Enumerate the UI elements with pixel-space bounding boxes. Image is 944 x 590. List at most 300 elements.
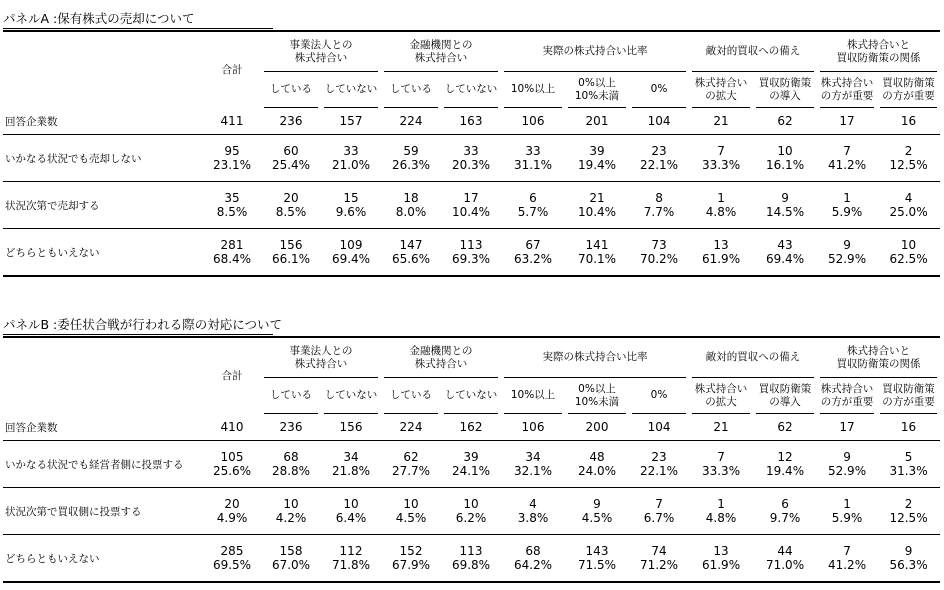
percent-value: 69.3% (451, 252, 491, 266)
group-header-line: 事業法人との (289, 38, 353, 51)
sub-header (689, 378, 753, 414)
percent-value: 8.0% (395, 205, 427, 219)
percent-value: 19.4% (577, 158, 617, 172)
data-cell (441, 488, 501, 535)
percent-value: 32.1% (513, 464, 553, 478)
data-cell (753, 488, 817, 535)
data-cell (441, 535, 501, 583)
data-cell (689, 488, 753, 535)
sub-header (261, 378, 321, 414)
percent-value: 71.0% (765, 558, 805, 572)
sub-header-line: 0% (650, 389, 668, 401)
count-value: 285 (220, 544, 244, 558)
count-cell: 236 (261, 414, 321, 441)
count-cell: 21 (689, 414, 753, 441)
data-cell (753, 441, 817, 488)
count-row (3, 108, 940, 135)
count-row (3, 414, 940, 441)
percent-value: 66.1% (271, 252, 311, 266)
table-row (3, 441, 940, 488)
total-header: 合計 (203, 337, 261, 414)
data-cell (565, 441, 629, 488)
percent-value: 56.3% (889, 558, 928, 572)
sub-header-line: 10%以上 (510, 389, 556, 401)
data-cell (565, 535, 629, 583)
data-cell (877, 535, 940, 583)
percent-value: 12.5% (889, 511, 928, 525)
percent-value: 71.5% (577, 558, 617, 572)
count-value: 8 (655, 191, 663, 205)
count-row-label: 回答企業数 (3, 108, 203, 135)
count-value: 281 (220, 238, 244, 252)
count-value: 48 (589, 450, 605, 464)
sub-header-line: 株式持合い (694, 76, 748, 89)
percent-value: 31.3% (889, 464, 928, 478)
percent-value: 65.6% (391, 252, 431, 266)
percent-value: 9.7% (769, 511, 801, 525)
percent-value: 5.9% (831, 511, 863, 525)
sub-header-line: の方が重要 (820, 89, 874, 102)
data-cell (441, 135, 501, 182)
count-cell: 201 (565, 108, 629, 135)
row-label: どちらともいえない (3, 535, 203, 583)
count-value: 34 (525, 450, 541, 464)
count-value: 9 (781, 191, 789, 205)
percent-value: 26.3% (391, 158, 431, 172)
count-value: 143 (585, 544, 609, 558)
group-header-line: 実際の株式持合い比率 (542, 351, 648, 363)
row-label: いかなる状況でも売却しない (3, 135, 203, 182)
count-value: 13 (713, 238, 729, 252)
count-value: 15 (343, 191, 359, 205)
data-cell (753, 229, 817, 277)
data-cell (817, 535, 877, 583)
group-header-line: 株式持合い (294, 51, 348, 64)
count-value: 23 (651, 144, 667, 158)
sub-header (689, 72, 753, 108)
data-cell (261, 488, 321, 535)
sub-header-line: 0%以上 (578, 76, 616, 89)
data-cell (261, 441, 321, 488)
count-value: 152 (399, 544, 423, 558)
sub-header (501, 72, 565, 108)
sub-header-line: の方が重要 (882, 395, 935, 408)
percent-value: 21.0% (331, 158, 371, 172)
sub-header-line: 0% (650, 83, 668, 95)
sub-header (753, 72, 817, 108)
panel-title: パネルB :委任状合戦が行われる際の対応について (3, 316, 273, 335)
percent-value: 6.2% (455, 511, 487, 525)
data-cell (565, 182, 629, 229)
data-cell (203, 229, 261, 277)
sub-header-line: していない (324, 83, 378, 95)
data-cell (877, 182, 940, 229)
data-cell (877, 229, 940, 277)
percent-value: 31.1% (513, 158, 553, 172)
count-row-label: 回答企業数 (3, 414, 203, 441)
count-cell: 62 (753, 108, 817, 135)
sub-header (441, 72, 501, 108)
percent-value: 71.2% (639, 558, 679, 572)
data-cell (629, 535, 689, 583)
count-value: 59 (403, 144, 419, 158)
data-cell (629, 229, 689, 277)
percent-value: 12.5% (889, 158, 928, 172)
percent-value: 5.9% (831, 205, 863, 219)
group-header-line: 買収防衛策の関係 (836, 357, 921, 370)
count-value: 13 (713, 544, 729, 558)
count-cell: 106 (501, 108, 565, 135)
count-cell: 62 (753, 414, 817, 441)
sub-header-line: の方が重要 (882, 89, 935, 102)
percent-value: 69.4% (765, 252, 805, 266)
count-value: 1 (843, 191, 851, 205)
percent-value: 6.4% (335, 511, 367, 525)
data-cell (689, 229, 753, 277)
table-row (3, 229, 940, 277)
data-cell (817, 441, 877, 488)
count-value: 9 (843, 238, 851, 252)
data-cell (629, 488, 689, 535)
row-label: どちらともいえない (3, 229, 203, 277)
data-cell (501, 182, 565, 229)
sub-header (261, 72, 321, 108)
count-value: 9 (593, 497, 601, 511)
count-value: 10 (777, 144, 793, 158)
percent-value: 25.0% (889, 205, 928, 219)
count-value: 147 (399, 238, 423, 252)
data-cell (261, 535, 321, 583)
count-cell: 200 (565, 414, 629, 441)
sub-header (321, 378, 381, 414)
count-value: 74 (651, 544, 667, 558)
percent-value: 52.9% (827, 252, 867, 266)
percent-value: 69.5% (212, 558, 252, 572)
count-value: 1 (843, 497, 851, 511)
group-header-line: 株式持合い (414, 51, 468, 64)
group-header-line: 実際の株式持合い比率 (542, 45, 648, 57)
group-header (689, 337, 817, 378)
percent-value: 25.6% (212, 464, 252, 478)
count-cell: 236 (261, 108, 321, 135)
data-cell (817, 135, 877, 182)
count-value: 7 (843, 544, 851, 558)
percent-value: 24.1% (451, 464, 491, 478)
count-value: 20 (283, 191, 299, 205)
data-cell (753, 135, 817, 182)
percent-value: 7.7% (643, 205, 675, 219)
sub-header (877, 72, 940, 108)
group-header-line: 株式持合い (414, 357, 468, 370)
sub-header-line: 買収防衛策 (758, 76, 812, 89)
count-value: 35 (224, 191, 240, 205)
data-cell (203, 441, 261, 488)
group-header (817, 337, 940, 378)
data-cell (689, 441, 753, 488)
data-cell (261, 229, 321, 277)
count-value: 2 (904, 144, 913, 158)
percent-value: 33.3% (701, 464, 741, 478)
sub-header (629, 72, 689, 108)
percent-value: 62.5% (889, 252, 928, 266)
percent-value: 20.3% (451, 158, 491, 172)
count-cell: 410 (203, 414, 261, 441)
group-header-line: 買収防衛策の関係 (836, 51, 921, 64)
count-value: 1 (717, 191, 725, 205)
sub-header (565, 72, 629, 108)
sub-header-line: 10%未満 (574, 395, 620, 408)
data-cell (501, 229, 565, 277)
count-value: 7 (843, 144, 851, 158)
percent-value: 67.0% (271, 558, 311, 572)
sub-header-line: している (270, 83, 312, 95)
sub-header-line: 10%以上 (510, 83, 556, 95)
percent-value: 9.6% (335, 205, 367, 219)
percent-value: 24.0% (577, 464, 617, 478)
count-cell: 16 (877, 108, 940, 135)
percent-value: 68.4% (212, 252, 252, 266)
total-header: 合計 (203, 31, 261, 108)
group-header (501, 337, 689, 378)
percent-value: 61.9% (701, 558, 741, 572)
percent-value: 8.5% (275, 205, 307, 219)
count-value: 105 (220, 450, 244, 464)
data-cell (629, 135, 689, 182)
percent-value: 71.8% (331, 558, 371, 572)
count-value: 112 (339, 544, 363, 558)
percent-value: 27.7% (391, 464, 431, 478)
data-cell (261, 182, 321, 229)
percent-value: 33.3% (701, 158, 741, 172)
percent-value: 25.4% (271, 158, 311, 172)
count-cell: 16 (877, 414, 940, 441)
sub-header (817, 72, 877, 108)
count-value: 10 (900, 238, 917, 252)
sub-header-line: の導入 (769, 89, 801, 102)
count-value: 73 (651, 238, 667, 252)
row-label: 状況次第で売却する (3, 182, 203, 229)
sub-header-line: の拡大 (705, 89, 737, 102)
count-value: 39 (589, 144, 605, 158)
data-cell (565, 135, 629, 182)
panel-title: パネルA :保有株式の売却について (3, 10, 273, 29)
count-value: 109 (339, 238, 363, 252)
count-value: 9 (843, 450, 851, 464)
percent-value: 41.2% (827, 558, 867, 572)
count-value: 43 (777, 238, 793, 252)
sub-header-line: の拡大 (705, 395, 737, 408)
row-label: いかなる状況でも経営者側に投票する (3, 441, 203, 488)
data-cell (441, 182, 501, 229)
count-value: 7 (717, 144, 725, 158)
group-header-line: 敵対的買収への備え (705, 351, 801, 363)
percent-value: 28.8% (271, 464, 311, 478)
count-value: 5 (904, 450, 913, 464)
sub-header-line: の導入 (769, 395, 801, 408)
count-cell: 104 (629, 108, 689, 135)
count-cell: 17 (817, 414, 877, 441)
count-value: 68 (525, 544, 541, 558)
data-cell (877, 441, 940, 488)
data-cell (321, 135, 381, 182)
row-label: 状況次第で買収側に投票する (3, 488, 203, 535)
sub-header (753, 378, 817, 414)
survey-table (3, 30, 940, 277)
data-cell (689, 535, 753, 583)
data-cell (321, 441, 381, 488)
percent-value: 8.5% (216, 205, 248, 219)
count-value: 9 (904, 544, 913, 558)
percent-value: 4.9% (216, 511, 248, 525)
data-cell (501, 488, 565, 535)
count-value: 4 (529, 497, 537, 511)
data-cell (817, 182, 877, 229)
data-cell (565, 488, 629, 535)
sub-header (381, 378, 441, 414)
data-cell (629, 182, 689, 229)
count-value: 7 (655, 497, 663, 511)
count-value: 156 (279, 238, 303, 252)
data-cell (321, 488, 381, 535)
table-row (3, 182, 940, 229)
percent-value: 3.8% (517, 511, 549, 525)
row-label-header (3, 337, 203, 414)
sub-header (501, 378, 565, 414)
count-cell: 157 (321, 108, 381, 135)
sub-header-line: 0%以上 (578, 382, 616, 395)
count-value: 113 (459, 544, 483, 558)
percent-value: 14.5% (765, 205, 805, 219)
count-cell: 104 (629, 414, 689, 441)
data-cell (261, 135, 321, 182)
count-value: 4 (904, 191, 913, 205)
data-cell (629, 441, 689, 488)
data-cell (381, 441, 441, 488)
group-header-line: 事業法人との (289, 344, 353, 357)
group-header-line: 金融機関との (409, 38, 473, 51)
percent-value: 22.1% (639, 158, 679, 172)
percent-value: 69.8% (451, 558, 491, 572)
count-value: 6 (529, 191, 537, 205)
percent-value: 4.8% (705, 205, 737, 219)
count-value: 7 (717, 450, 725, 464)
data-cell (689, 182, 753, 229)
count-value: 68 (283, 450, 299, 464)
count-cell: 106 (501, 414, 565, 441)
percent-value: 63.2% (513, 252, 553, 266)
percent-value: 10.4% (577, 205, 617, 219)
sub-header-line: している (270, 389, 312, 401)
percent-value: 16.1% (765, 158, 805, 172)
table-row (3, 135, 940, 182)
sub-header-line: していない (324, 389, 378, 401)
data-cell (689, 135, 753, 182)
count-value: 6 (781, 497, 789, 511)
percent-value: 70.2% (639, 252, 679, 266)
data-cell (203, 488, 261, 535)
count-value: 20 (224, 497, 240, 511)
data-cell (565, 229, 629, 277)
count-value: 60 (283, 144, 299, 158)
count-value: 95 (224, 144, 240, 158)
count-cell: 17 (817, 108, 877, 135)
percent-value: 4.2% (275, 511, 307, 525)
data-cell (381, 182, 441, 229)
group-header-line: 株式持合い (294, 357, 348, 370)
group-header (381, 337, 501, 378)
percent-value: 69.4% (331, 252, 371, 266)
data-cell (203, 182, 261, 229)
data-cell (321, 182, 381, 229)
group-header-line: 株式持合いと (847, 38, 911, 51)
data-cell (381, 488, 441, 535)
table-row (3, 535, 940, 583)
data-cell (817, 488, 877, 535)
sub-header (441, 378, 501, 414)
data-cell (501, 535, 565, 583)
data-cell (877, 488, 940, 535)
percent-value: 41.2% (827, 158, 867, 172)
group-header (501, 31, 689, 72)
count-cell: 163 (441, 108, 501, 135)
sub-header-line: している (390, 389, 432, 401)
count-value: 10 (463, 497, 479, 511)
count-value: 12 (777, 450, 793, 464)
percent-value: 4.8% (705, 511, 737, 525)
count-value: 33 (343, 144, 359, 158)
survey-table (3, 336, 940, 583)
count-cell: 162 (441, 414, 501, 441)
sub-header-line: 10%未満 (574, 89, 620, 102)
group-header (817, 31, 940, 72)
percent-value: 4.5% (581, 511, 613, 525)
data-cell (203, 535, 261, 583)
count-value: 2 (904, 497, 913, 511)
data-cell (441, 229, 501, 277)
group-header-line: 株式持合いと (847, 344, 911, 357)
count-value: 18 (403, 191, 419, 205)
group-header (381, 31, 501, 72)
percent-value: 67.9% (391, 558, 431, 572)
sub-header-line: 買収防衛策 (882, 382, 935, 395)
sub-header (381, 72, 441, 108)
data-cell (321, 535, 381, 583)
percent-value: 10.4% (451, 205, 491, 219)
count-value: 10 (343, 497, 359, 511)
count-cell: 224 (381, 108, 441, 135)
sub-header (629, 378, 689, 414)
count-value: 67 (525, 238, 541, 252)
count-value: 33 (525, 144, 541, 158)
count-value: 23 (651, 450, 667, 464)
percent-value: 21.8% (331, 464, 371, 478)
table-row (3, 488, 940, 535)
percent-value: 5.7% (517, 205, 549, 219)
count-value: 113 (459, 238, 483, 252)
count-value: 1 (717, 497, 725, 511)
percent-value: 64.2% (513, 558, 553, 572)
percent-value: 23.1% (212, 158, 252, 172)
data-cell (381, 535, 441, 583)
percent-value: 19.4% (765, 464, 805, 478)
count-value: 158 (279, 544, 303, 558)
data-cell (203, 135, 261, 182)
count-value: 10 (403, 497, 419, 511)
count-cell: 411 (203, 108, 261, 135)
sub-header-line: 買収防衛策 (882, 76, 935, 89)
sub-header-line: していない (444, 83, 498, 95)
percent-value: 52.9% (827, 464, 867, 478)
